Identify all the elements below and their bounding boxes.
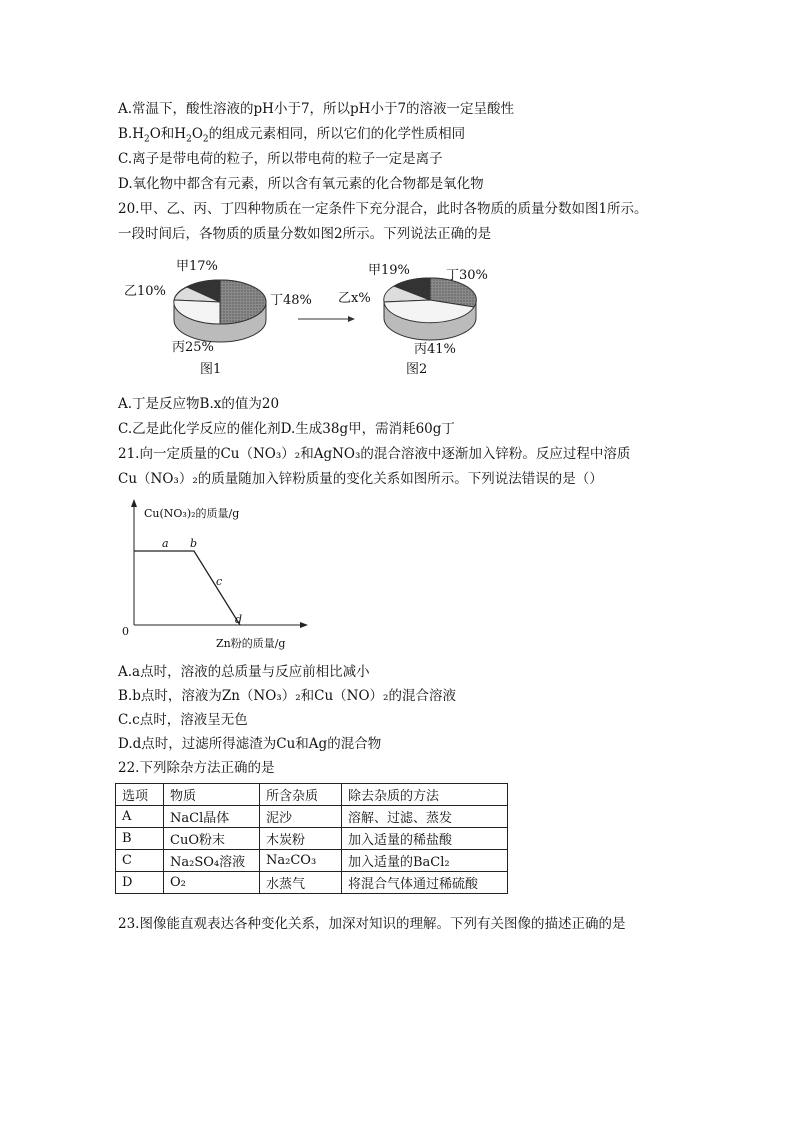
table-cell: Na₂CO₃ bbox=[260, 850, 342, 872]
table-cell: Na₂SO₄溶液 bbox=[164, 850, 260, 872]
table-cell: 泥沙 bbox=[260, 806, 342, 828]
table-row bbox=[116, 872, 508, 894]
pie2-label-ding: 丁30% bbox=[446, 268, 488, 283]
table-cell: 溶解、过滤、蒸发 bbox=[342, 806, 508, 828]
q21-option-b: B.b点时，溶液为Zn（NO₃）₂和Cu（NO）₂的混合溶液 bbox=[118, 688, 456, 704]
table-cell: 加入适量的BaCl₂ bbox=[342, 850, 508, 872]
q22-table bbox=[115, 783, 508, 894]
point-c-label: c bbox=[216, 575, 223, 588]
table-cell: D bbox=[116, 872, 164, 894]
table-cell: C bbox=[116, 850, 164, 872]
pie-chart-1 bbox=[174, 280, 266, 342]
q19-option-a: A.常温下，酸性溶液的pH小于7，所以pH小于7的溶液一定呈酸性 bbox=[118, 101, 515, 117]
q20-options-cd: C.乙是此化学反应的催化剂D.生成38g甲，需消耗60g丁 bbox=[118, 421, 455, 437]
pie2-caption: 图2 bbox=[406, 362, 428, 377]
q22-stem: 22.下列除杂方法正确的是 bbox=[118, 760, 275, 776]
table-cell: 水蒸气 bbox=[260, 872, 342, 894]
q21-stem-line2: Cu（NO₃）₂的质量随加入锌粉质量的变化关系如图所示。下列说法错误的是（） bbox=[118, 471, 603, 487]
table-cell: NaCl晶体 bbox=[164, 806, 260, 828]
y-axis-label: Cu(NO₃)₂的质量/g bbox=[144, 507, 240, 520]
q21-option-d: D.d点时，过滤所得滤渣为Cu和Ag的混合物 bbox=[118, 736, 382, 752]
point-b-label: b bbox=[190, 537, 198, 550]
table-row bbox=[116, 850, 508, 872]
q19-option-c: C.离子是带电荷的粒子，所以带电荷的粒子一定是离子 bbox=[118, 151, 443, 167]
header-cell: 所含杂质 bbox=[260, 784, 342, 806]
table-cell: B bbox=[116, 828, 164, 850]
pie1-label-jia: 甲17% bbox=[176, 259, 218, 274]
q21-option-c: C.c点时，溶液呈无色 bbox=[118, 712, 248, 728]
table-cell: 将混合气体通过稀硫酸 bbox=[342, 872, 508, 894]
pie2-label-jia: 甲19% bbox=[368, 263, 410, 278]
q21-option-a: A.a点时，溶液的总质量与反应前相比减小 bbox=[118, 664, 370, 680]
q19-option-d: D.氧化物中都含有元素，所以含有氧元素的化合物都是氧化物 bbox=[118, 176, 484, 192]
q21-line-chart bbox=[118, 495, 318, 655]
table-row bbox=[116, 806, 508, 828]
q20-stem-line1: 20.甲、乙、丙、丁四种物质在一定条件下充分混合，此时各物质的质量分数如图1所示。 bbox=[118, 201, 648, 217]
pie1-label-ding: 丁48% bbox=[270, 293, 312, 308]
table-cell: 木炭粉 bbox=[260, 828, 342, 850]
table-header-row bbox=[116, 784, 508, 806]
table-cell: O₂ bbox=[164, 872, 260, 894]
table-cell: CuO粉末 bbox=[164, 828, 260, 850]
data-line bbox=[134, 551, 243, 626]
table-cell: 加入适量的稀盐酸 bbox=[342, 828, 508, 850]
q20-options-ab: A.丁是反应物B.x的值为20 bbox=[118, 396, 280, 412]
pie2-label-bing: 丙41% bbox=[414, 342, 456, 357]
q21-stem-line1: 21.向一定质量的Cu（NO₃）₂和AgNO₃的混合溶液中逐渐加入锌粉。反应过程中溶质 bbox=[118, 446, 631, 462]
header-cell: 除去杂质的方法 bbox=[342, 784, 508, 806]
pie1-label-bing: 丙25% bbox=[172, 340, 214, 355]
pie2-label-yi: 乙x% bbox=[338, 291, 371, 306]
q19-option-b: $B.H_2O$和$H_2O_2$的组成元素相同，所以它们的化学性质相同 bbox=[118, 126, 466, 145]
q20-stem-line2: 一段时间后，各物质的质量分数如图2所示。下列说法正确的是 bbox=[118, 226, 492, 242]
q23-stem: 23.图像能直观表达各种变化关系，加深对知识的理解。下列有关图像的描述正确的是 bbox=[118, 916, 626, 932]
pie1-label-yi: 乙10% bbox=[124, 284, 166, 299]
header-cell: 选项 bbox=[116, 784, 164, 806]
x-axis-label: Zn粉的质量/g bbox=[216, 637, 286, 650]
pie-chart-2 bbox=[384, 278, 477, 340]
q20-pie-figures bbox=[118, 252, 518, 387]
point-d-label: d bbox=[235, 613, 243, 626]
point-a-label: a bbox=[162, 537, 169, 550]
table-row bbox=[116, 828, 508, 850]
header-cell: 物质 bbox=[164, 784, 260, 806]
origin-label: 0 bbox=[122, 625, 129, 638]
table-cell: A bbox=[116, 806, 164, 828]
pie1-caption: 图1 bbox=[200, 362, 222, 377]
